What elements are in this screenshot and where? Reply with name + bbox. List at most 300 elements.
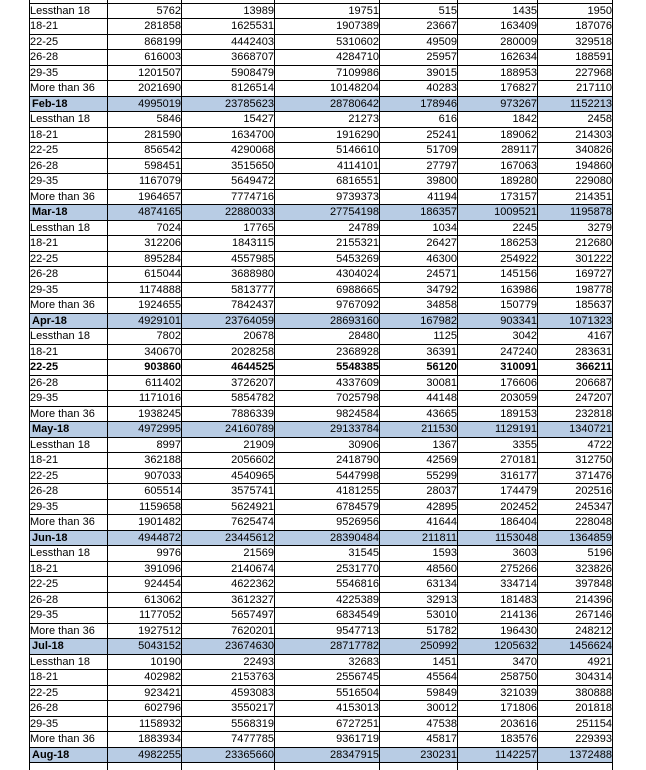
value-cell: 214396: [538, 592, 613, 608]
value-cell: 1883934: [108, 732, 182, 748]
value-cell: 27797: [380, 158, 458, 174]
value-cell: 334714: [458, 577, 538, 593]
value-cell: 1367: [380, 437, 458, 453]
table-row: [30, 685, 613, 701]
value-cell: 186357: [380, 205, 458, 221]
value-cell: 4284710: [275, 50, 380, 66]
value-cell: 267146: [538, 608, 613, 624]
table-row: [30, 670, 613, 686]
value-cell: 178946: [380, 96, 458, 112]
value-cell: 23764059: [182, 313, 275, 329]
value-cell: 28717782: [275, 639, 380, 655]
value-cell: 22880033: [182, 205, 275, 221]
table-row: [30, 515, 613, 531]
value-cell: 1435: [458, 3, 538, 19]
value-cell: 198778: [538, 282, 613, 298]
value-cell: 214136: [458, 608, 538, 624]
value-cell: 28693160: [275, 313, 380, 329]
value-cell: 1842: [458, 112, 538, 128]
value-cell: 5043152: [108, 639, 182, 655]
value-cell: 23365660: [182, 747, 275, 763]
table-row: [30, 251, 613, 267]
value-cell: 21569: [182, 546, 275, 562]
table-row: [30, 127, 613, 143]
value-cell: 230231: [380, 747, 458, 763]
value-cell: 598451: [108, 158, 182, 174]
month-summary-row: [30, 747, 613, 763]
age-group-label-cell: More than 36: [30, 732, 108, 748]
age-group-label-cell: 29-35: [30, 65, 108, 81]
value-cell: 4181255: [275, 484, 380, 500]
value-cell: 28480: [275, 329, 380, 345]
value-cell: 4921: [538, 654, 613, 670]
value-cell: 30012: [380, 701, 458, 717]
table-row: [30, 360, 613, 376]
age-group-label-cell: 29-35: [30, 391, 108, 407]
value-cell: 1158932: [108, 716, 182, 732]
table-row: [30, 65, 613, 81]
table-row: [30, 189, 613, 205]
value-cell: 8997: [108, 437, 182, 453]
value-cell: 321039: [458, 685, 538, 701]
value-cell: 214303: [538, 127, 613, 143]
value-cell: 2458: [538, 112, 613, 128]
table-row: [30, 546, 613, 562]
value-cell: 42569: [380, 453, 458, 469]
value-cell: 21273: [275, 112, 380, 128]
value-cell: 2028258: [182, 344, 275, 360]
table-row: [30, 701, 613, 717]
value-cell: 5846: [108, 112, 182, 128]
value-cell: 245347: [538, 499, 613, 515]
value-cell: 63134: [380, 577, 458, 593]
value-cell: 55299: [380, 468, 458, 484]
month-label-cell: Aug-18: [30, 747, 108, 763]
value-cell: 214351: [538, 189, 613, 205]
value-cell: 312206: [108, 236, 182, 252]
empty-cell: [275, 763, 380, 770]
table-row: [30, 561, 613, 577]
value-cell: 8126514: [182, 81, 275, 97]
value-cell: 2556745: [275, 670, 380, 686]
age-group-label-cell: 26-28: [30, 592, 108, 608]
value-cell: 9976: [108, 546, 182, 562]
month-summary-row: [30, 639, 613, 655]
value-cell: 1456624: [538, 639, 613, 655]
value-cell: 211530: [380, 422, 458, 438]
value-cell: 5516504: [275, 685, 380, 701]
age-group-label-cell: Lessthan 18: [30, 546, 108, 562]
value-cell: 49509: [380, 34, 458, 50]
value-cell: 145156: [458, 267, 538, 283]
value-cell: 1593: [380, 546, 458, 562]
value-cell: 6727251: [275, 716, 380, 732]
value-cell: 1205632: [458, 639, 538, 655]
age-group-label-cell: 29-35: [30, 282, 108, 298]
age-group-label-cell: More than 36: [30, 81, 108, 97]
value-cell: 56120: [380, 360, 458, 376]
value-cell: 2153763: [182, 670, 275, 686]
value-cell: 5196: [538, 546, 613, 562]
value-cell: 366211: [538, 360, 613, 376]
value-cell: 903860: [108, 360, 182, 376]
value-cell: 36391: [380, 344, 458, 360]
value-cell: 31545: [275, 546, 380, 562]
value-cell: 7109986: [275, 65, 380, 81]
value-cell: 171806: [458, 701, 538, 717]
value-cell: 47538: [380, 716, 458, 732]
value-cell: 1907389: [275, 19, 380, 35]
value-cell: 856542: [108, 143, 182, 159]
value-cell: 41194: [380, 189, 458, 205]
value-cell: 194860: [538, 158, 613, 174]
age-group-label-cell: 26-28: [30, 375, 108, 391]
age-group-label-cell: 18-21: [30, 344, 108, 360]
value-cell: 51782: [380, 623, 458, 639]
value-cell: 2531770: [275, 561, 380, 577]
value-cell: 4290068: [182, 143, 275, 159]
value-cell: 174479: [458, 484, 538, 500]
value-cell: 1843115: [182, 236, 275, 252]
value-cell: 25957: [380, 50, 458, 66]
table-row: [30, 50, 613, 66]
value-cell: 5657497: [182, 608, 275, 624]
value-cell: 7477785: [182, 732, 275, 748]
value-cell: 202516: [538, 484, 613, 500]
value-cell: 6988665: [275, 282, 380, 298]
value-cell: 3603: [458, 546, 538, 562]
table-row: [30, 3, 613, 19]
value-cell: 2021690: [108, 81, 182, 97]
value-cell: 41644: [380, 515, 458, 531]
value-cell: 7024: [108, 220, 182, 236]
value-cell: 270181: [458, 453, 538, 469]
value-cell: 602796: [108, 701, 182, 717]
value-cell: 4972995: [108, 422, 182, 438]
value-cell: 30906: [275, 437, 380, 453]
value-cell: 53010: [380, 608, 458, 624]
value-cell: 40283: [380, 81, 458, 97]
month-summary-row: [30, 313, 613, 329]
value-cell: 397848: [538, 577, 613, 593]
month-label-cell: Jun-18: [30, 530, 108, 546]
value-cell: 616003: [108, 50, 182, 66]
value-cell: 924454: [108, 577, 182, 593]
age-group-label-cell: 18-21: [30, 453, 108, 469]
value-cell: 248212: [538, 623, 613, 639]
value-cell: 3470: [458, 654, 538, 670]
value-cell: 228048: [538, 515, 613, 531]
age-group-label-cell: More than 36: [30, 515, 108, 531]
value-cell: 1159658: [108, 499, 182, 515]
table-row: [30, 344, 613, 360]
value-cell: 28347915: [275, 747, 380, 763]
table-row: [30, 608, 613, 624]
value-cell: 5548385: [275, 360, 380, 376]
value-cell: 1009521: [458, 205, 538, 221]
value-cell: 3726207: [182, 375, 275, 391]
month-summary-row: [30, 96, 613, 112]
value-cell: 188953: [458, 65, 538, 81]
value-cell: 5649472: [182, 174, 275, 190]
value-cell: 301222: [538, 251, 613, 267]
value-cell: 1195878: [538, 205, 613, 221]
value-cell: 380888: [538, 685, 613, 701]
month-label-cell: Jul-18: [30, 639, 108, 655]
value-cell: 186404: [458, 515, 538, 531]
table-row: [30, 81, 613, 97]
value-cell: 5453269: [275, 251, 380, 267]
value-cell: 611402: [108, 375, 182, 391]
value-cell: 1927512: [108, 623, 182, 639]
value-cell: 3688980: [182, 267, 275, 283]
value-cell: 7625474: [182, 515, 275, 531]
value-cell: 280009: [458, 34, 538, 50]
value-cell: 169727: [538, 267, 613, 283]
value-cell: 1071323: [538, 313, 613, 329]
table-row: [30, 484, 613, 500]
value-cell: 283631: [538, 344, 613, 360]
value-cell: 973267: [458, 96, 538, 112]
age-group-label-cell: 22-25: [30, 577, 108, 593]
value-cell: 9739373: [275, 189, 380, 205]
value-cell: 227968: [538, 65, 613, 81]
table-row: [30, 437, 613, 453]
value-cell: 1174888: [108, 282, 182, 298]
value-cell: 4644525: [182, 360, 275, 376]
value-cell: 22493: [182, 654, 275, 670]
value-cell: 232818: [538, 406, 613, 422]
value-cell: 28037: [380, 484, 458, 500]
value-cell: 176606: [458, 375, 538, 391]
value-cell: 162634: [458, 50, 538, 66]
value-cell: 923421: [108, 685, 182, 701]
value-cell: 39800: [380, 174, 458, 190]
value-cell: 9767092: [275, 298, 380, 314]
age-group-label-cell: 22-25: [30, 143, 108, 159]
value-cell: 9824584: [275, 406, 380, 422]
value-cell: 45817: [380, 732, 458, 748]
value-cell: 34858: [380, 298, 458, 314]
value-cell: 187076: [538, 19, 613, 35]
empty-cell: [380, 763, 458, 770]
value-cell: 515: [380, 3, 458, 19]
age-group-label-cell: Lessthan 18: [30, 654, 108, 670]
value-cell: 391096: [108, 561, 182, 577]
age-group-label-cell: 18-21: [30, 19, 108, 35]
age-group-label-cell: 29-35: [30, 716, 108, 732]
age-group-label-cell: 29-35: [30, 608, 108, 624]
value-cell: 4622362: [182, 577, 275, 593]
value-cell: 6834549: [275, 608, 380, 624]
value-cell: 258750: [458, 670, 538, 686]
value-cell: 616: [380, 112, 458, 128]
table-row: [30, 143, 613, 159]
value-cell: 4995019: [108, 96, 182, 112]
value-cell: 185637: [538, 298, 613, 314]
table-row: [30, 406, 613, 422]
table-row: [30, 236, 613, 252]
value-cell: 310091: [458, 360, 538, 376]
age-group-label-cell: More than 36: [30, 298, 108, 314]
value-cell: 181483: [458, 592, 538, 608]
value-cell: 281858: [108, 19, 182, 35]
value-cell: 4722: [538, 437, 613, 453]
age-group-label-cell: 18-21: [30, 127, 108, 143]
age-group-label-cell: Lessthan 18: [30, 329, 108, 345]
value-cell: 9547713: [275, 623, 380, 639]
value-cell: 173157: [458, 189, 538, 205]
value-cell: 2155321: [275, 236, 380, 252]
value-cell: 323826: [538, 561, 613, 577]
value-cell: 2140674: [182, 561, 275, 577]
month-label-cell: Apr-18: [30, 313, 108, 329]
value-cell: 1340721: [538, 422, 613, 438]
value-cell: 1142257: [458, 747, 538, 763]
value-cell: 6816551: [275, 174, 380, 190]
value-cell: 3515650: [182, 158, 275, 174]
value-cell: 229080: [538, 174, 613, 190]
value-cell: 1171016: [108, 391, 182, 407]
value-cell: 17765: [182, 220, 275, 236]
value-cell: 1152213: [538, 96, 613, 112]
value-cell: 39015: [380, 65, 458, 81]
value-cell: 289117: [458, 143, 538, 159]
value-cell: 59849: [380, 685, 458, 701]
table-row: [30, 592, 613, 608]
value-cell: 1938245: [108, 406, 182, 422]
age-group-label-cell: 26-28: [30, 267, 108, 283]
value-cell: 304314: [538, 670, 613, 686]
value-cell: 150779: [458, 298, 538, 314]
age-group-label-cell: 22-25: [30, 685, 108, 701]
value-cell: 42895: [380, 499, 458, 515]
value-cell: 23674630: [182, 639, 275, 655]
value-cell: 7842437: [182, 298, 275, 314]
table-row: [30, 468, 613, 484]
value-cell: 1901482: [108, 515, 182, 531]
value-cell: 4540965: [182, 468, 275, 484]
table-row: [30, 329, 613, 345]
value-cell: 4929101: [108, 313, 182, 329]
value-cell: 1916290: [275, 127, 380, 143]
value-cell: 1625531: [182, 19, 275, 35]
value-cell: 10190: [108, 654, 182, 670]
value-cell: 402982: [108, 670, 182, 686]
table-row: [30, 375, 613, 391]
value-cell: 3575741: [182, 484, 275, 500]
value-cell: 5854782: [182, 391, 275, 407]
table-row: [30, 499, 613, 515]
empty-cell: [30, 763, 108, 770]
value-cell: 2245: [458, 220, 538, 236]
value-cell: 907033: [108, 468, 182, 484]
value-cell: 312750: [538, 453, 613, 469]
value-cell: 340826: [538, 143, 613, 159]
clipped-row-bottom: [30, 763, 613, 770]
age-group-label-cell: 22-25: [30, 251, 108, 267]
table-row: [30, 19, 613, 35]
value-cell: 44148: [380, 391, 458, 407]
value-cell: 23445612: [182, 530, 275, 546]
value-cell: 1034: [380, 220, 458, 236]
table-row: [30, 732, 613, 748]
value-cell: 183576: [458, 732, 538, 748]
value-cell: 4304024: [275, 267, 380, 283]
table-row: [30, 391, 613, 407]
value-cell: 4944872: [108, 530, 182, 546]
value-cell: 5310602: [275, 34, 380, 50]
value-cell: 13989: [182, 3, 275, 19]
value-cell: 362188: [108, 453, 182, 469]
value-cell: 5624921: [182, 499, 275, 515]
value-cell: 254922: [458, 251, 538, 267]
value-cell: 34792: [380, 282, 458, 298]
table-row: [30, 577, 613, 593]
value-cell: 275266: [458, 561, 538, 577]
age-group-label-cell: 22-25: [30, 468, 108, 484]
value-cell: 24571: [380, 267, 458, 283]
value-cell: 1364859: [538, 530, 613, 546]
value-cell: 25241: [380, 127, 458, 143]
value-cell: 251154: [538, 716, 613, 732]
value-cell: 211811: [380, 530, 458, 546]
value-cell: 1153048: [458, 530, 538, 546]
value-cell: 196430: [458, 623, 538, 639]
value-cell: 1950: [538, 3, 613, 19]
value-cell: 229393: [538, 732, 613, 748]
value-cell: 868199: [108, 34, 182, 50]
value-cell: 202452: [458, 499, 538, 515]
value-cell: 32683: [275, 654, 380, 670]
value-cell: 5813777: [182, 282, 275, 298]
value-cell: 7025798: [275, 391, 380, 407]
value-cell: 1167079: [108, 174, 182, 190]
table-row: [30, 267, 613, 283]
table-row: [30, 654, 613, 670]
value-cell: 5447998: [275, 468, 380, 484]
value-cell: 1177052: [108, 608, 182, 624]
value-cell: 4874165: [108, 205, 182, 221]
value-cell: 51709: [380, 143, 458, 159]
value-cell: 3042: [458, 329, 538, 345]
value-cell: 45564: [380, 670, 458, 686]
data-table: [29, 0, 613, 770]
age-group-label-cell: 29-35: [30, 174, 108, 190]
age-group-label-cell: 18-21: [30, 561, 108, 577]
month-summary-row: [30, 530, 613, 546]
value-cell: 3612327: [182, 592, 275, 608]
value-cell: 1125: [380, 329, 458, 345]
age-group-label-cell: Lessthan 18: [30, 437, 108, 453]
value-cell: 176827: [458, 81, 538, 97]
value-cell: 43665: [380, 406, 458, 422]
month-summary-row: [30, 422, 613, 438]
value-cell: 4442403: [182, 34, 275, 50]
table-row: [30, 112, 613, 128]
value-cell: 895284: [108, 251, 182, 267]
value-cell: 5908479: [182, 65, 275, 81]
value-cell: 28780642: [275, 96, 380, 112]
value-cell: 1634700: [182, 127, 275, 143]
value-cell: 186253: [458, 236, 538, 252]
age-group-label-cell: More than 36: [30, 189, 108, 205]
value-cell: 23667: [380, 19, 458, 35]
value-cell: 247240: [458, 344, 538, 360]
value-cell: 4225389: [275, 592, 380, 608]
month-label-cell: May-18: [30, 422, 108, 438]
month-label-cell: Feb-18: [30, 96, 108, 112]
